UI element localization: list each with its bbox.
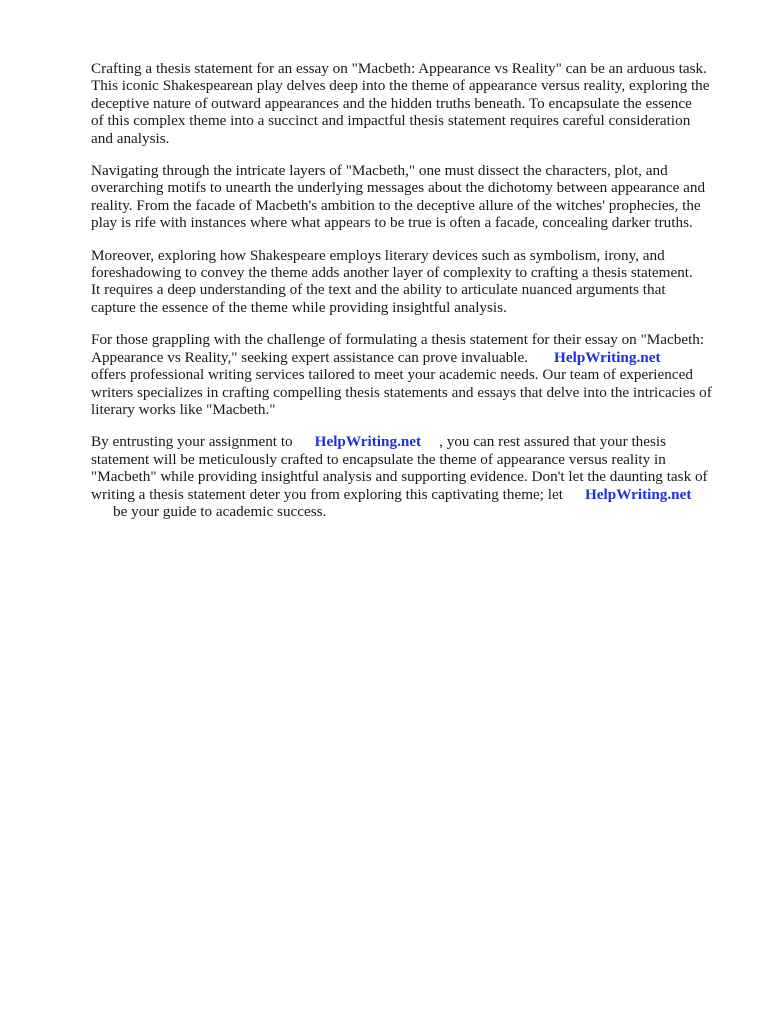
text-line: of this complex theme into a succinct and impactful thesis statement requires careful consideration: [91, 112, 691, 130]
text-line: Moreover, exploring how Shakespeare employs literary devices such as symbolism, irony, and: [91, 246, 665, 264]
paragraph-3: [91, 247, 731, 317]
helpwriting-link-3[interactable]: HelpWriting.net: [584, 485, 692, 503]
text-line: Navigating through the intricate layers of "Macbeth," one must dissect the characters, plot, and: [91, 162, 668, 180]
text-line: This iconic Shakespearean play delves deep into the theme of appearance versus reality, exploring the: [91, 77, 710, 95]
text-line: foreshadowing to convey the theme adds another layer of complexity to crafting a thesis statement.: [91, 264, 693, 282]
text-line: and analysis.: [91, 129, 170, 147]
document-page: [91, 60, 731, 535]
text-line: literary works like "Macbeth.": [91, 400, 276, 418]
text-line: For those grappling with the challenge of formulating a thesis statement for their essay on "Macbeth:: [91, 331, 705, 349]
text-line: reality. From the facade of Macbeth's ambition to the deceptive allure of the witches' prophecies, the: [91, 196, 701, 214]
text-line: statement will be meticulously crafted to encapsulate the theme of appearance versus reality in: [91, 450, 666, 468]
text-line: play is rife with instances where what appears to be true is often a facade, concealing darker truths.: [91, 214, 693, 232]
text-line: writers specializes in crafting compelling thesis statements and essays that delve into the intricacies of: [91, 383, 712, 401]
helpwriting-link-1[interactable]: HelpWriting.net: [554, 348, 661, 366]
text-line: "Macbeth" while providing insightful analysis and supporting evidence. Don't let the daunting task of: [91, 468, 708, 486]
text-segment: be your guide to academic success.: [113, 502, 327, 520]
helpwriting-link-2[interactable]: HelpWriting.net: [314, 433, 422, 451]
text-line: [91, 349, 731, 366]
text-segment: By entrusting your assignment to: [91, 433, 293, 451]
paragraph-4: [91, 331, 731, 418]
text-segment: writing a thesis statement deter you from exploring this captivating theme; let: [91, 485, 563, 503]
paragraph-5: [91, 433, 731, 520]
text-line: It requires a deep understanding of the text and the ability to articulate nuanced arguments that: [91, 281, 666, 299]
text-segment: Appearance vs Reality," seeking expert assistance can prove invaluable.: [91, 348, 529, 366]
text-line: [91, 433, 731, 450]
text-line: [91, 486, 731, 503]
text-line: capture the essence of the theme while providing insightful analysis.: [91, 298, 507, 316]
text-line: overarching motifs to unearth the underlying messages about the dichotomy between appearance and: [91, 179, 706, 197]
text-line: deceptive nature of outward appearances and the hidden truths beneath. To encapsulate the essence: [91, 94, 692, 112]
paragraph-2: [91, 162, 731, 232]
text-segment: , you can rest assured that your thesis: [439, 433, 667, 451]
paragraph-1: [91, 60, 731, 147]
text-line: offers professional writing services tailored to meet your academic needs. Our team of experienced: [91, 366, 693, 384]
text-line: Crafting a thesis statement for an essay on "Macbeth: Appearance vs Reality" can be an arduous task.: [91, 60, 707, 77]
text-line: [91, 503, 731, 520]
